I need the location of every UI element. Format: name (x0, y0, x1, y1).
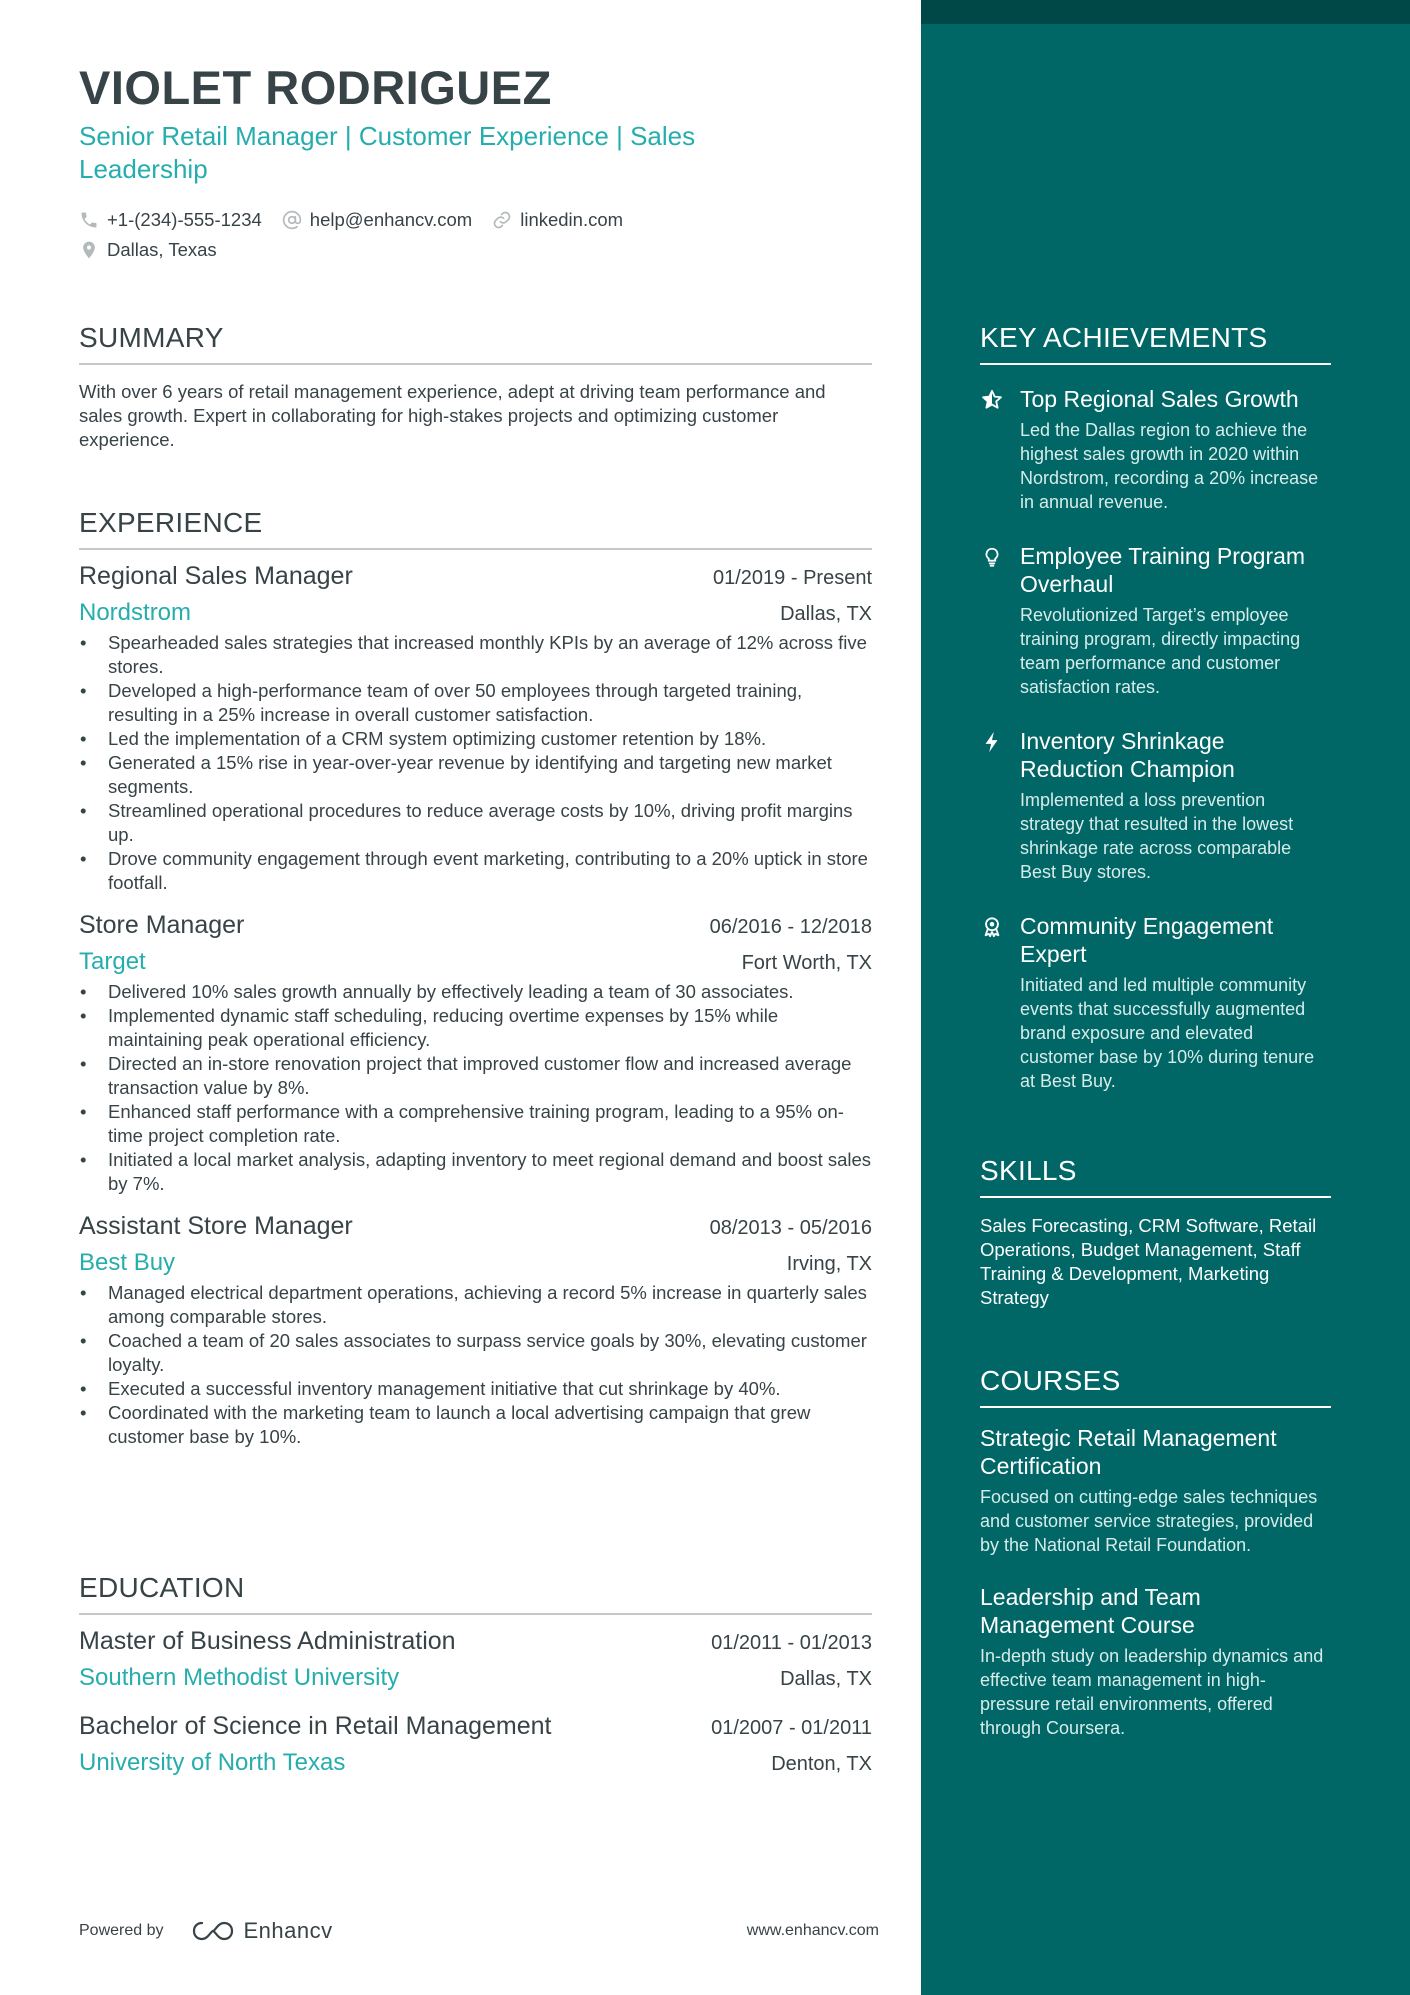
degree: Master of Business Administration (79, 1627, 456, 1655)
at-icon (282, 210, 302, 230)
job-role: Assistant Store Manager (79, 1212, 353, 1240)
job-entry (79, 911, 872, 1196)
job-role: Store Manager (79, 911, 245, 939)
bullet-item: • Delivered 10% sales growth annually by effectively leading a team of 30 associates. (79, 980, 872, 1004)
job-bullets (79, 631, 872, 895)
school: Southern Methodist University (79, 1664, 400, 1691)
bullet-item: • Enhanced staff performance with a comprehensive training program, leading to a 95% on-time project completion rate. (79, 1100, 872, 1148)
job-entry (79, 562, 872, 895)
achievement-description: Initiated and led multiple community events that successfully augmented brand exposure and elevated customer base by 10% during tenure at Best Buy. (1020, 975, 1315, 1091)
job-location: Irving, TX (786, 1253, 872, 1275)
course-item (980, 1424, 1331, 1557)
phone-text: +1-(234)-555-1234 (107, 209, 262, 230)
achievement-description: Implemented a loss prevention strategy that resulted in the lowest shrinkage rate across comparable Best Buy stores. (1020, 790, 1294, 882)
key-achievements-section (980, 322, 1331, 1093)
education-location: Dallas, TX (780, 1668, 872, 1690)
location-contact (79, 239, 217, 261)
lightning-icon (980, 727, 1020, 884)
achievement-item (980, 727, 1331, 884)
contact-info (79, 205, 872, 265)
course-item (980, 1583, 1331, 1740)
summary-text: With over 6 years of retail management experience, adept at driving team performance and sales growth. Expert in collaborating for high-stakes projects and optimizing customer experience. (79, 381, 826, 450)
achievement-item (980, 385, 1331, 514)
phone-contact (79, 209, 262, 231)
achievement-title: Inventory Shrinkage Reduction Champion (1020, 728, 1235, 782)
key-achievements-title: KEY ACHIEVEMENTS (980, 322, 1331, 365)
experience-section (79, 507, 872, 1449)
education-title: EDUCATION (79, 1572, 872, 1615)
achievement-title: Community Engagement Expert (1020, 913, 1274, 967)
bullet-item: • Drove community engagement through event marketing, contributing to a 20% uptick in store footfall. (79, 847, 872, 895)
candidate-tagline: Senior Retail Manager | Customer Experience | Sales Leadership (79, 121, 696, 184)
sidebar (921, 0, 1410, 1995)
education-entry (79, 1712, 872, 1777)
bullet-item: • Spearheaded sales strategies that increased monthly KPIs by an average of 12% across five stores. (79, 631, 872, 679)
course-description: In-depth study on leadership dynamics and effective team management in high-pressure retail environments, offered through Coursera. (980, 1646, 1324, 1738)
job-location: Fort Worth, TX (741, 952, 872, 974)
bullet-item: • Generated a 15% rise in year-over-year revenue by identifying and targeting new market segments. (79, 751, 872, 799)
award-icon (980, 912, 1020, 1093)
job-role: Regional Sales Manager (79, 562, 353, 590)
sidebar-content (980, 322, 1331, 1740)
courses-section (980, 1365, 1331, 1740)
skills-list: Sales Forecasting, CRM Software, Retail Operations, Budget Management, Staff Training & Development, Marketing Strategy (980, 1215, 1317, 1308)
location-text: Dallas, Texas (107, 239, 217, 260)
course-description: Focused on cutting-edge sales techniques and customer service strategies, provided by the National Retail Foundation. (980, 1487, 1318, 1555)
job-entry (79, 1212, 872, 1449)
courses-title: COURSES (980, 1365, 1331, 1408)
bullet-item: • Led the implementation of a CRM system optimizing customer retention by 18%. (79, 727, 872, 751)
education-dates: 01/2007 - 01/2011 (711, 1717, 872, 1739)
job-bullets (79, 1281, 872, 1449)
job-bullets (79, 980, 872, 1196)
sidebar-top-bar (921, 0, 1410, 24)
email-text[interactable]: help@enhancv.com (309, 209, 473, 230)
achievement-description: Led the Dallas region to achieve the highest sales growth in 2020 within Nordstrom, recording a 20% increase in annual revenue. (1020, 420, 1319, 512)
enhancv-logo-icon (190, 1918, 236, 1944)
job-location: Dallas, TX (780, 603, 872, 625)
link-icon (492, 210, 512, 230)
bullet-item: • Directed an in-store renovation project that improved customer flow and increased average transaction value by 8%. (79, 1052, 872, 1100)
bullet-item: • Streamlined operational procedures to reduce average costs by 10%, driving profit margins up. (79, 799, 872, 847)
job-company: Target (79, 948, 146, 975)
achievement-title: Top Regional Sales Growth (1020, 386, 1299, 412)
education-entry (79, 1627, 872, 1692)
job-company: Best Buy (79, 1249, 176, 1276)
achievement-description: Revolutionized Target’s employee training program, directly impacting team performance and customer satisfaction rates. (1020, 605, 1301, 697)
bullet-item: • Coordinated with the marketing team to launch a local advertising campaign that grew customer base by 10%. (79, 1401, 872, 1449)
lightbulb-icon (980, 542, 1020, 699)
linkedin-text[interactable]: linkedin.com (520, 209, 624, 230)
achievement-title: Employee Training Program Overhaul (1020, 543, 1306, 597)
phone-icon (79, 210, 99, 230)
achievements-list (980, 385, 1331, 1093)
enhancv-brand-name: Enhancv (243, 1918, 333, 1943)
summary-section (79, 322, 872, 452)
bullet-item: • Implemented dynamic staff scheduling, reducing overtime expenses by 15% while maintaining peak operational efficiency. (79, 1004, 872, 1052)
location-pin-icon (79, 240, 99, 260)
course-title: Leadership and Team Management Course (980, 1584, 1201, 1638)
star-icon (980, 385, 1020, 514)
achievement-item (980, 542, 1331, 699)
job-dates: 06/2016 - 12/2018 (709, 916, 872, 938)
education-dates: 01/2011 - 01/2013 (711, 1632, 872, 1654)
summary-title: SUMMARY (79, 322, 872, 365)
powered-by-label: Powered by (79, 1922, 164, 1939)
achievement-item (980, 912, 1331, 1093)
bullet-item: • Developed a high-performance team of over 50 employees through targeted training, resulting in a 25% increase in overall customer satisfaction. (79, 679, 872, 727)
email-contact[interactable] (282, 209, 472, 231)
job-dates: 08/2013 - 05/2016 (709, 1217, 872, 1239)
skills-section (980, 1155, 1331, 1310)
bullet-item: • Executed a successful inventory management initiative that cut shrinkage by 40%. (79, 1377, 872, 1401)
bullet-item: • Coached a team of 20 sales associates to surpass service goals by 30%, elevating customer loyalty. (79, 1329, 872, 1377)
degree: Bachelor of Science in Retail Management (79, 1712, 552, 1740)
job-company: Nordstrom (79, 599, 192, 626)
course-title: Strategic Retail Management Certification (980, 1425, 1277, 1479)
education-section (79, 1572, 872, 1777)
bullet-item: • Managed electrical department operations, achieving a record 5% increase in quarterly sales among comparable stores. (79, 1281, 872, 1329)
footer (79, 1916, 879, 1946)
skills-title: SKILLS (980, 1155, 1331, 1198)
website-link[interactable]: www.enhancv.com (746, 1922, 879, 1939)
bullet-item: • Initiated a local market analysis, adapting inventory to meet regional demand and boost sales by 7%. (79, 1148, 872, 1196)
education-location: Denton, TX (771, 1753, 872, 1775)
candidate-name: VIOLET RODRIGUEZ (79, 61, 552, 114)
job-dates: 01/2019 - Present (713, 567, 872, 589)
linkedin-contact[interactable] (492, 209, 623, 231)
experience-title: EXPERIENCE (79, 507, 872, 550)
school: University of North Texas (79, 1749, 346, 1776)
enhancv-logo[interactable] (190, 1918, 333, 1944)
